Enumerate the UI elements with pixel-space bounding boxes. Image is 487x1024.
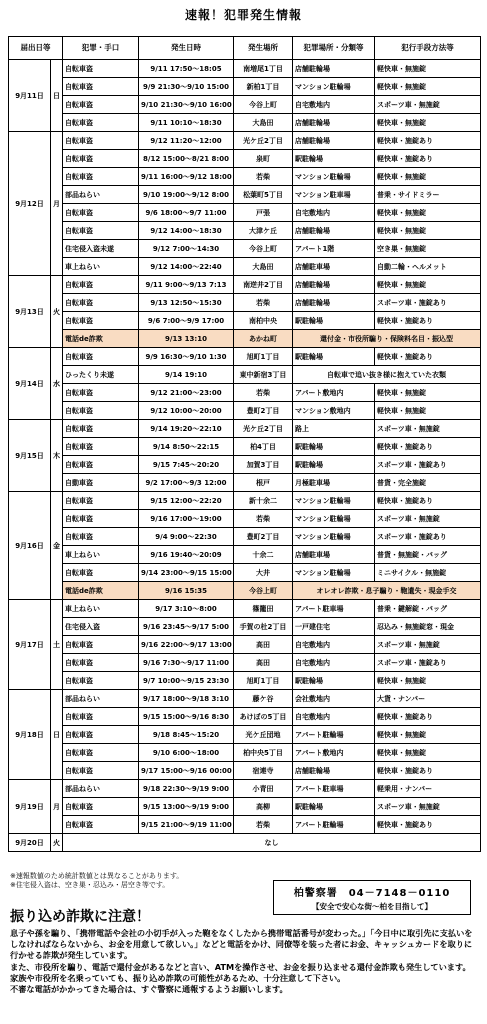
crime-type: 自転車盗 (63, 726, 139, 744)
table-row (9, 690, 481, 708)
crime-type: 車上ねらい (63, 600, 139, 618)
incident-method: スポーツ車・施錠あり (375, 456, 481, 474)
incident-detail: 自転車で追い抜き様に抱えていた衣類 (293, 366, 481, 384)
incident-datetime: 9/15 13:00～9/19 9:00 (139, 798, 234, 816)
incident-place: 戸張 (234, 204, 293, 222)
incident-category: 駅駐輪場 (293, 312, 375, 330)
incident-category: マンション駐輪場 (293, 528, 375, 546)
crime-type: 自転車盗 (63, 528, 139, 546)
table-row (9, 798, 481, 816)
table-row (9, 546, 481, 564)
fraud-paragraph: 不審な電話がかかってきた場合は、すぐ警察に通報するようお願いします。 (10, 984, 288, 995)
table-row (9, 312, 481, 330)
incident-place: 南逆井2丁目 (234, 276, 293, 294)
crime-type: 自転車盗 (63, 150, 139, 168)
incident-method: 軽乗用・ナンバー (375, 780, 481, 798)
incident-place: 大島田 (234, 114, 293, 132)
crime-type: 自転車盗 (63, 438, 139, 456)
crime-type: 自転車盗 (63, 672, 139, 690)
table-row (9, 366, 481, 384)
incident-method: スポーツ車・無施錠 (375, 798, 481, 816)
incident-datetime: 9/12 14:00～22:40 (139, 258, 234, 276)
incident-method: 軽快車・施錠あり (375, 816, 481, 834)
incident-category: 駅駐輪場 (293, 456, 375, 474)
incident-category: 駅駐輪場 (293, 798, 375, 816)
incident-place: あけぼの5丁目 (234, 708, 293, 726)
report-date: 9月17日 (9, 600, 51, 690)
table-row (9, 636, 481, 654)
crime-type: 自転車盗 (63, 510, 139, 528)
table-row (9, 654, 481, 672)
incident-place: 旭町1丁目 (234, 348, 293, 366)
incident-category: 路上 (293, 420, 375, 438)
incident-datetime: 9/9 16:30～9/10 1:30 (139, 348, 234, 366)
incident-place: 今谷上町 (234, 96, 293, 114)
incident-method: 普貨・完全施錠 (375, 474, 481, 492)
crime-type: 自転車盗 (63, 744, 139, 762)
table-row (9, 96, 481, 114)
incident-method: 空き巣・無施錠 (375, 240, 481, 258)
table-row (9, 402, 481, 420)
incident-place: 豊町2丁目 (234, 528, 293, 546)
crime-type: 自転車盗 (63, 654, 139, 672)
incident-detail: 還付金・市役所騙り・保険料名目・振込型 (293, 330, 481, 348)
incident-datetime: 9/12 11:20～12:00 (139, 132, 234, 150)
incident-method: 軽快車・無施錠 (375, 60, 481, 78)
incident-place: 根戸 (234, 474, 293, 492)
incident-detail: オレオレ詐欺・息子騙り・鞄遺失・現金手交 (293, 582, 481, 600)
crime-type: 住宅侵入盗未遂 (63, 240, 139, 258)
incident-datetime: 9/18 8:45～15:20 (139, 726, 234, 744)
incident-datetime: 9/16 15:35 (139, 582, 234, 600)
table-row (9, 816, 481, 834)
incident-category: アパート駐車場 (293, 780, 375, 798)
table-row (9, 204, 481, 222)
fraud-paragraph: 家族や市役所を名乗っていても、振り込め詐欺の可能性があるため、十分注意して下さい。 (10, 972, 346, 983)
incident-method: スポーツ車・施錠あり (375, 654, 481, 672)
incident-category: 店舗駐輪場 (293, 132, 375, 150)
incident-place: 藤ケ谷 (234, 690, 293, 708)
incident-method: 軽快車・無施錠 (375, 402, 481, 420)
crime-type: 自転車盗 (63, 78, 139, 96)
incident-place: 若柴 (234, 384, 293, 402)
incident-place: 高田 (234, 654, 293, 672)
crime-type: 自転車盗 (63, 816, 139, 834)
page-title: 速報！犯罪発生情報 (184, 8, 302, 22)
table-row (9, 330, 481, 348)
incident-place: 柏4丁目 (234, 438, 293, 456)
incident-datetime: 9/16 22:00～9/17 13:00 (139, 636, 234, 654)
footnote: ※速報数値のため統計数値とは異なることがあります。 (10, 872, 184, 880)
header-category: 犯罪場所・分類等 (293, 37, 375, 60)
incident-datetime: 9/17 15:00～9/16 00:00 (139, 762, 234, 780)
incident-method: 軽快車・無施錠 (375, 744, 481, 762)
day-of-week: 日 (51, 690, 63, 780)
table-row (9, 456, 481, 474)
incident-datetime: 9/15 15:00～9/16 8:30 (139, 708, 234, 726)
table-row (9, 150, 481, 168)
incident-method: 軽快車・無施錠 (375, 672, 481, 690)
table-row (9, 762, 481, 780)
table-row (9, 258, 481, 276)
incident-category: 自宅敷地内 (293, 654, 375, 672)
incident-place: 若柴 (234, 168, 293, 186)
incident-datetime: 9/14 8:50～22:15 (139, 438, 234, 456)
table-row (9, 186, 481, 204)
table-row (9, 348, 481, 366)
crime-type: 自転車盗 (63, 222, 139, 240)
crime-type: 自転車盗 (63, 312, 139, 330)
fraud-warning-heading: 振り込め詐欺に注意！ (10, 909, 150, 925)
incident-place: 高柳 (234, 798, 293, 816)
incident-category: アパート駐車場 (293, 600, 375, 618)
incident-place: 篠籠田 (234, 600, 293, 618)
incident-datetime: 9/6 18:00～9/7 11:00 (139, 204, 234, 222)
table-row (9, 420, 481, 438)
incident-place: 松葉町5丁目 (234, 186, 293, 204)
day-of-week: 木 (51, 420, 63, 492)
crime-type: 住宅侵入盗 (63, 618, 139, 636)
incident-datetime: 9/17 3:10～8:00 (139, 600, 234, 618)
crime-type: 部品ねらい (63, 186, 139, 204)
crime-type: 自転車盗 (63, 114, 139, 132)
incident-category: 店舗駐輪場 (293, 114, 375, 132)
table-row (9, 240, 481, 258)
crime-type: 自転車盗 (63, 132, 139, 150)
incident-datetime: 9/11 9:00～9/13 7:13 (139, 276, 234, 294)
incident-category: マンション駐車場 (293, 186, 375, 204)
police-phone: 柏警察署 04－7148－0110 (293, 888, 451, 899)
incident-category: アパート敷地内 (293, 744, 375, 762)
incident-place: 東中新宿3丁目 (234, 366, 293, 384)
incident-method: 大貨・ナンバー (375, 690, 481, 708)
header-crime-type: 犯罪・手口 (63, 37, 139, 60)
incident-method: 軽快車・施錠あり (375, 438, 481, 456)
incident-method: 普乗・鍵解錠・バッグ (375, 600, 481, 618)
incident-datetime: 9/10 19:00～9/12 8:00 (139, 186, 234, 204)
incident-place: 泉町 (234, 150, 293, 168)
incident-category: 店舗駐輪場 (293, 222, 375, 240)
table-row (9, 564, 481, 582)
incident-place: あかね町 (234, 330, 293, 348)
crime-type: 自転車盗 (63, 420, 139, 438)
table-row (9, 276, 481, 294)
table-row (9, 492, 481, 510)
incident-method: 自動二輪・ヘルメット (375, 258, 481, 276)
incident-method: スポーツ車・無施錠 (375, 636, 481, 654)
incident-method: 軽快車・施錠あり (375, 348, 481, 366)
incident-place: 手賀の杜2丁目 (234, 618, 293, 636)
incident-category: 駅駐輪場 (293, 672, 375, 690)
crime-type: 自転車盗 (63, 564, 139, 582)
header-report-date: 届出日等 (9, 37, 63, 60)
crime-type: 自転車盗 (63, 384, 139, 402)
incident-category: 自宅敷地内 (293, 96, 375, 114)
incident-place: 大島田 (234, 258, 293, 276)
incident-method: 軽快車・無施錠 (375, 168, 481, 186)
header-method: 犯行手段方法等 (375, 37, 481, 60)
crime-type: ひったくり未遂 (63, 366, 139, 384)
incident-place: 若柴 (234, 294, 293, 312)
incident-place: 小青田 (234, 780, 293, 798)
incident-category: 店舗駐輪場 (293, 294, 375, 312)
report-date: 9月13日 (9, 276, 51, 348)
report-date: 9月19日 (9, 780, 51, 834)
incident-category: 店舗駐車場 (293, 546, 375, 564)
incident-datetime: 9/15 21:00～9/19 11:00 (139, 816, 234, 834)
header-place: 発生場所 (234, 37, 293, 60)
incident-method: 軽快車・無施錠 (375, 78, 481, 96)
crime-type: 自転車盗 (63, 402, 139, 420)
day-of-week: 月 (51, 780, 63, 834)
incident-category: 自宅敷地内 (293, 636, 375, 654)
incident-place: 南増尾1丁目 (234, 60, 293, 78)
table-row (9, 384, 481, 402)
incident-category: 自宅敷地内 (293, 204, 375, 222)
crime-type: 電話de詐欺 (63, 330, 139, 348)
incident-method: 軽快車・施錠あり (375, 762, 481, 780)
incident-category: 駅駐輪場 (293, 348, 375, 366)
crime-type: 車上ねらい (63, 546, 139, 564)
day-of-week: 月 (51, 132, 63, 276)
incident-datetime: 9/4 9:00～22:30 (139, 528, 234, 546)
incident-category: 自宅敷地内 (293, 708, 375, 726)
fraud-paragraph: また、市役所を騙り、電話で還付金があるなどと言い、ATMを操作させ、お金を振り込ませる還付金詐欺も発生しています。 (10, 961, 471, 972)
crime-type: 自動車盗 (63, 474, 139, 492)
incident-datetime: 9/15 12:00～22:20 (139, 492, 234, 510)
incident-datetime: 9/13 12:50～15:30 (139, 294, 234, 312)
incident-category: 一戸建住宅 (293, 618, 375, 636)
report-date: 9月12日 (9, 132, 51, 276)
incident-datetime: 9/10 21:30～9/10 16:00 (139, 96, 234, 114)
incident-place: 光ケ丘団地 (234, 726, 293, 744)
incident-method: 軽快車・施錠あり (375, 312, 481, 330)
incident-method: 普乗・サイドミラー (375, 186, 481, 204)
incident-category: 駅駐輪場 (293, 438, 375, 456)
incident-category: マンション敷地内 (293, 402, 375, 420)
table-row (9, 474, 481, 492)
incident-category: 会社敷地内 (293, 690, 375, 708)
police-slogan: 【安全で安心な街～柏を目指して】 (312, 902, 432, 911)
incident-datetime: 9/10 6:00～18:00 (139, 744, 234, 762)
day-of-week: 火 (51, 834, 63, 852)
incident-category: 月極駐車場 (293, 474, 375, 492)
table-row (9, 114, 481, 132)
table-row (9, 708, 481, 726)
incident-method: 軽快車・無施錠 (375, 726, 481, 744)
crime-type: 部品ねらい (63, 780, 139, 798)
table-row (9, 600, 481, 618)
incident-category: マンション駐輪場 (293, 168, 375, 186)
incident-method: スポーツ車・無施錠 (375, 420, 481, 438)
incident-method: 軽快車・無施錠 (375, 204, 481, 222)
table-row (9, 294, 481, 312)
crime-type: 自転車盗 (63, 708, 139, 726)
crime-type: 自転車盗 (63, 276, 139, 294)
crime-type: 自転車盗 (63, 636, 139, 654)
incident-place: 若柴 (234, 510, 293, 528)
incident-place: 豊町2丁目 (234, 402, 293, 420)
incident-method: 普貨・無施錠・バッグ (375, 546, 481, 564)
table-row (9, 780, 481, 798)
table-row (9, 672, 481, 690)
incident-place: 今谷上町 (234, 240, 293, 258)
crime-type: 自転車盗 (63, 798, 139, 816)
incident-datetime: 9/11 10:10～18:30 (139, 114, 234, 132)
incident-category: アパート駐輪場 (293, 726, 375, 744)
incident-datetime: 9/13 13:10 (139, 330, 234, 348)
table-row (9, 60, 481, 78)
day-of-week: 土 (51, 600, 63, 690)
incident-category: マンション駐輪場 (293, 564, 375, 582)
incident-datetime: 9/12 7:00～14:30 (139, 240, 234, 258)
incident-place: 高田 (234, 636, 293, 654)
table-row (9, 582, 481, 600)
incident-place: 加賀3丁目 (234, 456, 293, 474)
header-datetime: 発生日時 (139, 37, 234, 60)
report-date: 9月11日 (9, 60, 51, 132)
crime-type: 車上ねらい (63, 258, 139, 276)
incident-category: 店舗駐輪場 (293, 276, 375, 294)
crime-type: 自転車盗 (63, 60, 139, 78)
incident-datetime: 9/16 7:30～9/17 11:00 (139, 654, 234, 672)
incident-method: スポーツ車・無施錠 (375, 510, 481, 528)
crime-type: 自転車盗 (63, 168, 139, 186)
incident-place: 今谷上町 (234, 582, 293, 600)
day-of-week: 火 (51, 276, 63, 348)
incident-method: 忍込み・無施錠窓・現金 (375, 618, 481, 636)
incident-category: 店舗駐輪場 (293, 60, 375, 78)
incident-method: ミニサイクル・無施錠 (375, 564, 481, 582)
table-row (9, 78, 481, 96)
incident-datetime: 9/11 17:50～18:05 (139, 60, 234, 78)
incident-datetime: 9/14 19:10 (139, 366, 234, 384)
report-date: 9月15日 (9, 420, 51, 492)
incident-category: アパート1階 (293, 240, 375, 258)
incident-place: 大井 (234, 564, 293, 582)
table-row (9, 222, 481, 240)
incident-datetime: 9/6 7:00～9/9 17:00 (139, 312, 234, 330)
incident-place: 旭町1丁目 (234, 672, 293, 690)
incident-place: 柏中央5丁目 (234, 744, 293, 762)
incident-method: スポーツ車・施錠あり (375, 528, 481, 546)
crime-type: 自転車盗 (63, 492, 139, 510)
table-header-row (9, 37, 481, 60)
crime-table (8, 36, 481, 852)
incident-datetime: 9/14 19:20～22:10 (139, 420, 234, 438)
incident-method: 軽快車・無施錠 (375, 276, 481, 294)
incident-datetime: 9/12 14:00～18:30 (139, 222, 234, 240)
incident-datetime: 9/12 10:00～20:00 (139, 402, 234, 420)
table-row (9, 726, 481, 744)
incident-method: 軽快車・施錠あり (375, 708, 481, 726)
incident-method: 軽快車・無施錠 (375, 222, 481, 240)
incident-datetime: 9/11 16:00～9/12 18:00 (139, 168, 234, 186)
incident-datetime: 9/16 19:40～20:09 (139, 546, 234, 564)
table-row (9, 438, 481, 456)
incident-datetime: 9/9 21:30～9/10 15:00 (139, 78, 234, 96)
incident-place: 南柏中央 (234, 312, 293, 330)
incident-place: 光ケ丘2丁目 (234, 132, 293, 150)
report-date: 9月20日 (9, 834, 51, 852)
day-of-week: 水 (51, 348, 63, 420)
incident-method: 軽快車・施錠あり (375, 492, 481, 510)
fraud-warning-body (10, 928, 480, 995)
table-row (9, 510, 481, 528)
incident-method: 軽快車・無施錠 (375, 114, 481, 132)
day-of-week: 日 (51, 60, 63, 132)
incident-category: マンション駐輪場 (293, 492, 375, 510)
incident-category: 店舗駐車場 (293, 258, 375, 276)
incident-datetime: 9/15 7:45～20:20 (139, 456, 234, 474)
incident-place: 大津ケ丘 (234, 222, 293, 240)
incident-category: 店舗駐輪場 (293, 762, 375, 780)
report-date: 9月16日 (9, 492, 51, 600)
incident-place: 新十余二 (234, 492, 293, 510)
crime-type: 自転車盗 (63, 456, 139, 474)
incident-place: 若柴 (234, 816, 293, 834)
incident-place: 光ケ丘2丁目 (234, 420, 293, 438)
incident-datetime: 9/16 17:00～19:00 (139, 510, 234, 528)
incident-category: マンション駐輪場 (293, 510, 375, 528)
incident-method: スポーツ車・無施錠 (375, 96, 481, 114)
fraud-paragraph: 息子や孫を騙り、「携帯電話や会社の小切手が入った鞄をなくしたから携帯電話番号が変わった。」「今日中に取引先に支払いをしなければならないから、お金を用意して欲しい。」などと電話をかけ、同僚等を装った者にお金、キャッシュカードを取りに行かせる詐欺が発生しています。 (10, 928, 473, 961)
incident-method: 軽快車・施錠あり (375, 150, 481, 168)
no-incidents: なし (63, 834, 481, 852)
footnote: ※住宅侵入盗は、空き巣・忍込み・居空き等です。 (10, 881, 170, 889)
incident-category: アパート駐輪場 (293, 816, 375, 834)
crime-type: 自転車盗 (63, 96, 139, 114)
table-row (9, 744, 481, 762)
table-row (9, 132, 481, 150)
footnotes (10, 872, 183, 890)
incident-place: 新柏1丁目 (234, 78, 293, 96)
incident-method: スポーツ車・施錠あり (375, 294, 481, 312)
incident-method: 軽快車・施錠あり (375, 132, 481, 150)
table-row (9, 528, 481, 546)
report-date: 9月14日 (9, 348, 51, 420)
table-row (9, 834, 481, 852)
crime-type: 部品ねらい (63, 690, 139, 708)
day-of-week: 金 (51, 492, 63, 600)
incident-datetime: 8/12 15:00～8/21 8:00 (139, 150, 234, 168)
incident-datetime: 9/16 23:45～9/17 5:00 (139, 618, 234, 636)
table-row (9, 618, 481, 636)
incident-category: 駅駐輪場 (293, 150, 375, 168)
incident-datetime: 9/2 17:00～9/3 12:00 (139, 474, 234, 492)
incident-datetime: 9/18 22:30～9/19 9:00 (139, 780, 234, 798)
incident-place: 宿連寺 (234, 762, 293, 780)
incident-datetime: 9/14 23:00～9/15 15:00 (139, 564, 234, 582)
crime-type: 電話de詐欺 (63, 582, 139, 600)
incident-datetime: 9/7 10:00～9/15 23:30 (139, 672, 234, 690)
crime-type: 自転車盗 (63, 348, 139, 366)
crime-type: 自転車盗 (63, 294, 139, 312)
incident-category: マンション駐輪場 (293, 78, 375, 96)
incident-place: 十余二 (234, 546, 293, 564)
incident-method: 軽快車・無施錠 (375, 384, 481, 402)
incident-category: アパート敷地内 (293, 384, 375, 402)
report-date: 9月18日 (9, 690, 51, 780)
incident-datetime: 9/17 18:00～9/18 3:10 (139, 690, 234, 708)
crime-type: 自転車盗 (63, 204, 139, 222)
table-row (9, 168, 481, 186)
crime-type: 自転車盗 (63, 762, 139, 780)
police-contact-box (273, 880, 471, 915)
incident-datetime: 9/12 21:00～23:00 (139, 384, 234, 402)
